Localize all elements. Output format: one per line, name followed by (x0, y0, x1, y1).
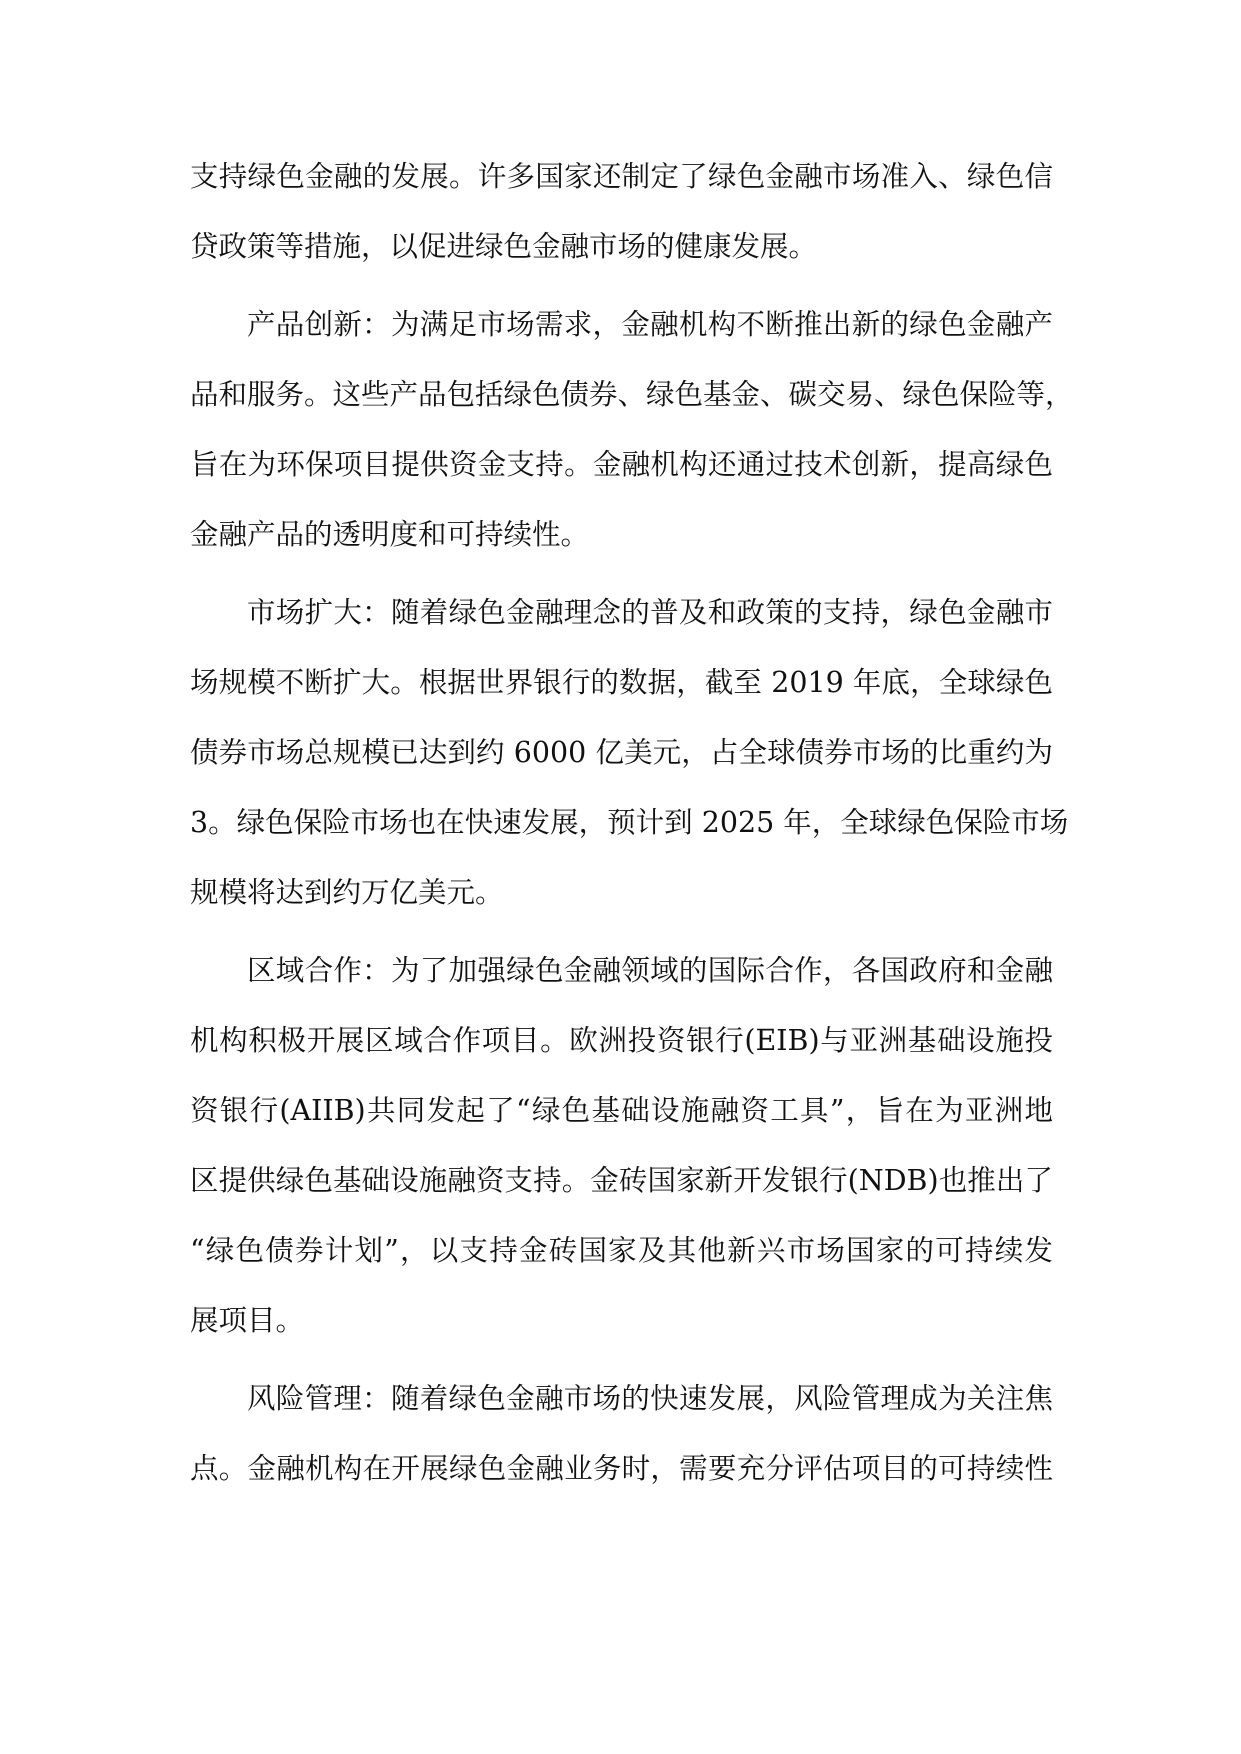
paragraph-line: 3。绿色保险市场也在快速发展，预计到 2025 年，全球绿色保险市场 (190, 806, 1069, 839)
paragraph-line: 金融产品的透明度和可持续性。 (190, 518, 590, 551)
paragraph-line: 产品创新：为满足市场需求，金融机构不断推出新的绿色金融产 (247, 308, 1053, 341)
paragraph-line: 点。金融机构在开展绿色金融业务时，需要充分评估项目的可持续性 (190, 1452, 1053, 1485)
paragraph-line: 资银行(AIIB)共同发起了“绿色基础设施融资工具”，旨在为亚洲地 (190, 1094, 1053, 1127)
paragraph-line: “绿色债券计划”，以支持金砖国家及其他新兴市场国家的可持续发 (190, 1234, 1053, 1267)
paragraph-line: 展项目。 (190, 1304, 305, 1337)
document-body (190, 142, 1074, 1504)
paragraph-line: 品和服务。这些产品包括绿色债券、绿色基金、碳交易、绿色保险等， (190, 378, 1074, 411)
paragraph-line: 市场扩大：随着绿色金融理念的普及和政策的支持，绿色金融市 (247, 596, 1053, 629)
paragraph-line: 支持绿色金融的发展。许多国家还制定了绿色金融市场准入、绿色信 (190, 160, 1053, 193)
paragraph-line: 机构积极开展区域合作项目。欧洲投资银行(EIB)与亚洲基础设施投 (190, 1024, 1053, 1057)
paragraph-line: 贷政策等措施，以促进绿色金融市场的健康发展。 (190, 230, 818, 263)
paragraph-line: 区提供绿色基础设施融资支持。金砖国家新开发银行(NDB)也推出了 (190, 1164, 1053, 1197)
paragraph-line: 债券市场总规模已达到约 6000 亿美元，占全球债券市场的比重约为 (190, 736, 1053, 769)
paragraph-line: 旨在为环保项目提供资金支持。金融机构还通过技术创新，提高绿色 (190, 448, 1053, 481)
paragraph-line: 区域合作：为了加强绿色金融领域的国际合作，各国政府和金融 (247, 954, 1053, 987)
paragraph-line: 场规模不断扩大。根据世界银行的数据，截至 2019 年底，全球绿色 (190, 666, 1053, 699)
paragraph-line: 风险管理：随着绿色金融市场的快速发展，风险管理成为关注焦 (247, 1382, 1053, 1415)
paragraph-line: 规模将达到约万亿美元。 (190, 876, 504, 909)
